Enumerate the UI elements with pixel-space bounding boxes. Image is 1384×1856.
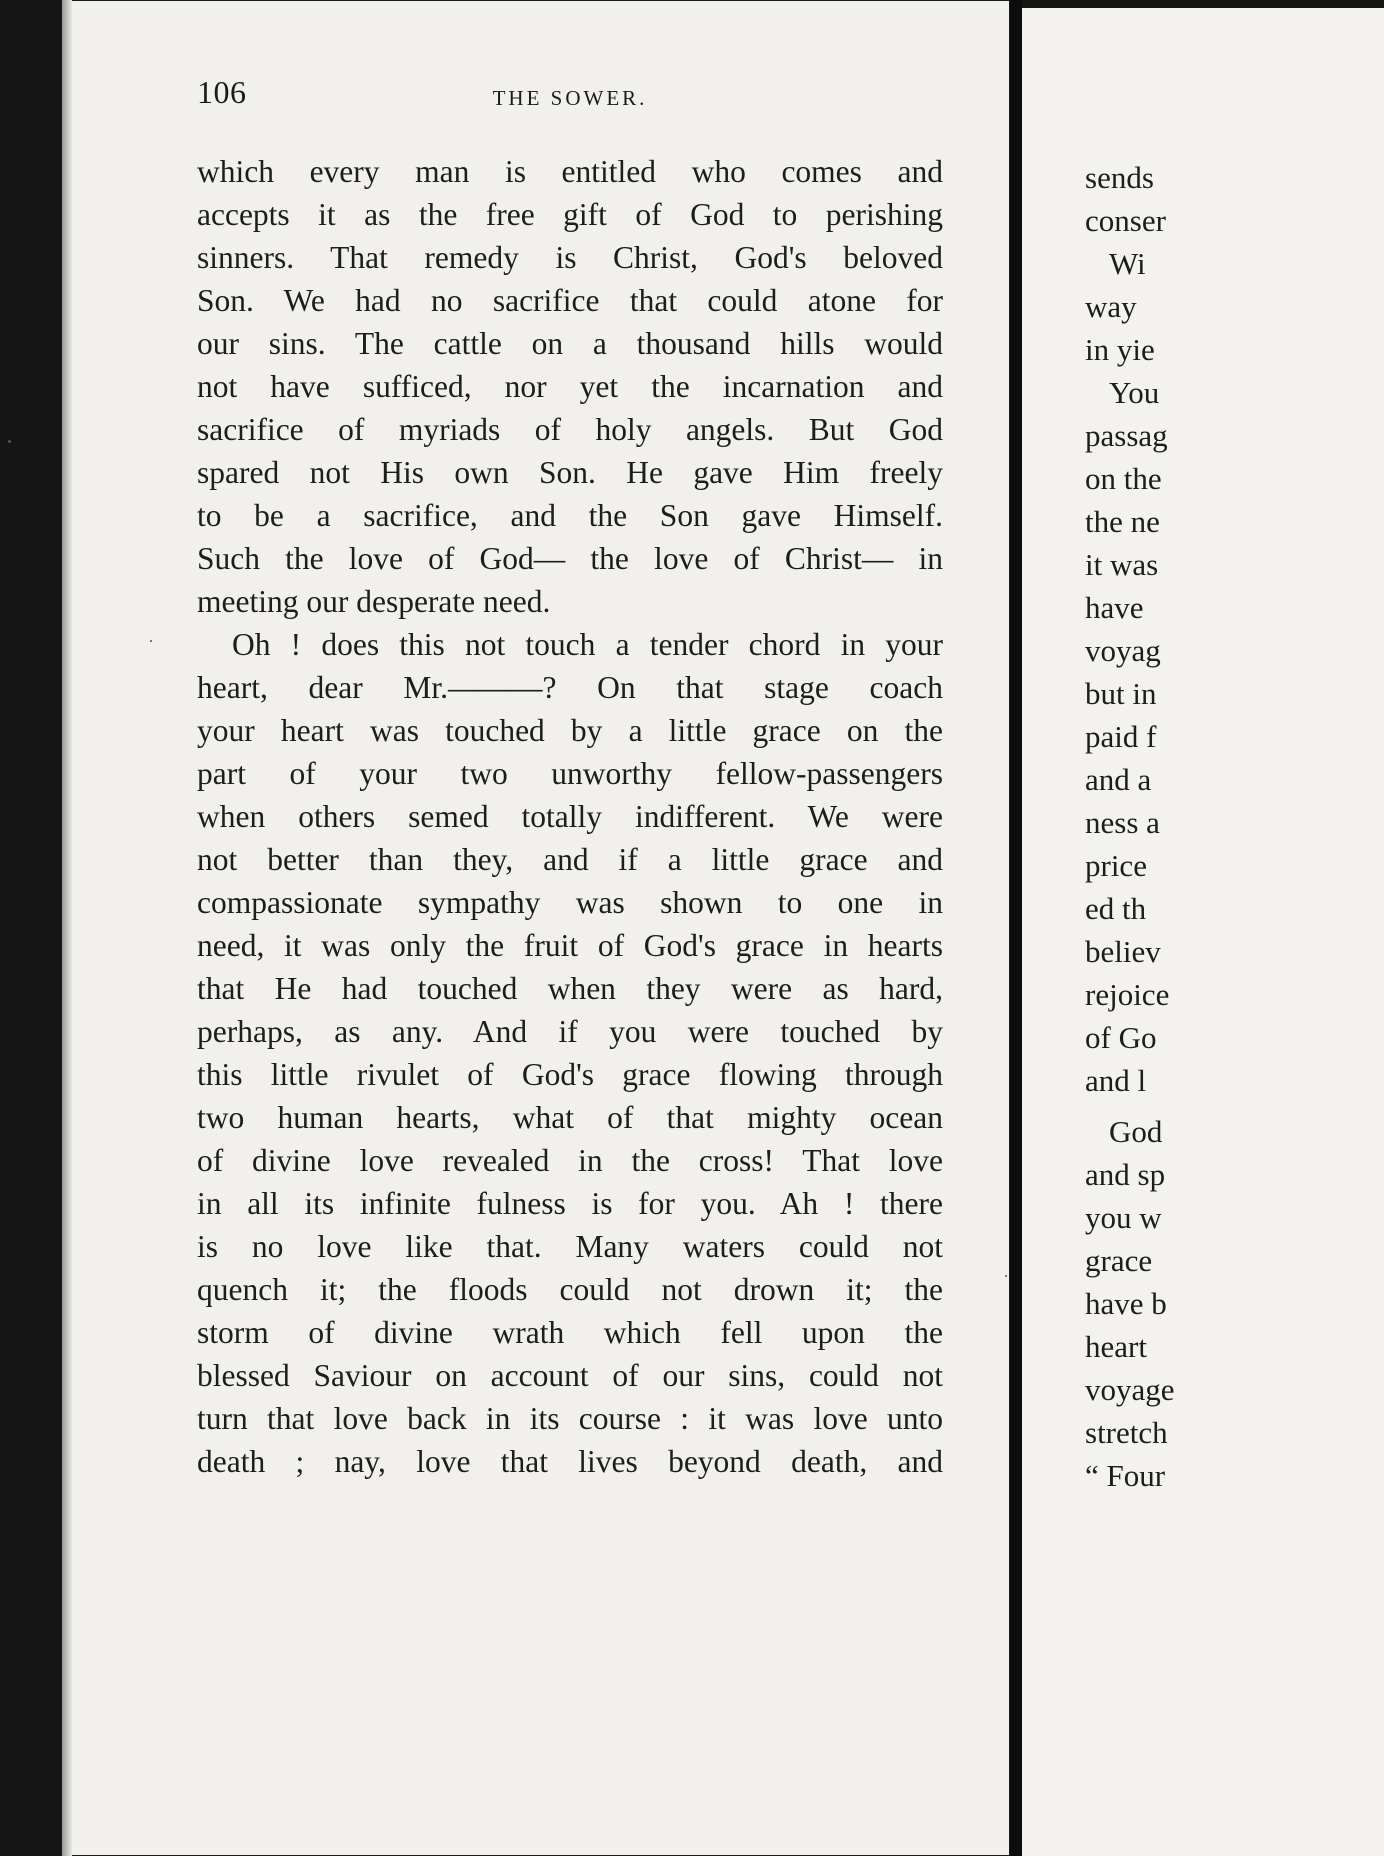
text-line-fragment: of Go <box>1085 1020 1157 1055</box>
text-line: death ; nay, love that lives beyond death, and <box>197 1444 943 1479</box>
book-gutter <box>1010 0 1022 1856</box>
text-line-fragment: grace <box>1085 1243 1153 1278</box>
text-line-fragment: believ <box>1085 934 1161 969</box>
text-line: storm of divine wrath which fell upon the <box>197 1315 943 1350</box>
text-line-fragment: conser <box>1085 203 1166 238</box>
scan-speck <box>1005 1275 1007 1277</box>
text-line-fragment: voyag <box>1085 633 1161 668</box>
text-line-fragment: and l <box>1085 1063 1147 1098</box>
text-line-fragment: voyage <box>1085 1372 1175 1407</box>
text-line-fragment: way <box>1085 289 1137 324</box>
text-line-fragment: ed th <box>1085 891 1147 926</box>
text-line-fragment: “ Four <box>1085 1458 1166 1493</box>
text-line: this little rivulet of God's grace flowing through <box>197 1057 943 1092</box>
text-line-fragment: Wi <box>1109 246 1146 281</box>
text-line: which every man is entitled who comes and <box>197 154 943 189</box>
text-line: in all its infinite fulness is for you. Ah ! there <box>197 1186 943 1221</box>
text-line: to be a sacrifice, and the Son gave Himself. <box>197 498 943 533</box>
text-line: not have sufficed, nor yet the incarnation and <box>197 369 943 404</box>
text-line: spared not His own Son. He gave Him freely <box>197 455 943 490</box>
page-header <box>197 66 943 116</box>
text-line-fragment: it was <box>1085 547 1159 582</box>
page-number: 106 <box>197 74 247 110</box>
text-line-fragment: God <box>1109 1114 1163 1149</box>
text-line: Son. We had no sacrifice that could atone for <box>197 283 943 318</box>
text-line: Oh ! does this not touch a tender chord in your <box>232 627 943 662</box>
text-line-fragment: in yie <box>1085 332 1155 367</box>
text-line-fragment: rejoice <box>1085 977 1170 1012</box>
text-line-fragment: the ne <box>1085 504 1160 539</box>
text-line: Such the love of God— the love of Christ— in <box>197 541 943 576</box>
text-line: is no love like that. Many waters could not <box>197 1229 943 1264</box>
text-line-fragment: but in <box>1085 676 1157 711</box>
scan-speck <box>150 640 152 642</box>
text-line: compassionate sympathy was shown to one in <box>197 885 943 920</box>
text-line: heart, dear Mr.———? On that stage coach <box>197 670 943 705</box>
scan-speck <box>8 440 11 443</box>
text-line: sacrifice of myriads of holy angels. But God <box>197 412 943 447</box>
text-line-fragment: you w <box>1085 1200 1162 1235</box>
text-line: not better than they, and if a little grace and <box>197 842 943 877</box>
text-line: quench it; the floods could not drown it; the <box>197 1272 943 1307</box>
text-line-fragment: and a <box>1085 762 1152 797</box>
text-line-fragment: stretch <box>1085 1415 1168 1450</box>
text-line: that He had touched when they were as hard, <box>197 971 943 1006</box>
text-line: meeting our desperate need. <box>197 584 551 619</box>
text-line: of divine love revealed in the cross! That love <box>197 1143 943 1178</box>
text-line-fragment: heart <box>1085 1329 1147 1364</box>
text-line-fragment: price <box>1085 848 1147 883</box>
text-line-fragment: on the <box>1085 461 1162 496</box>
text-line: part of your two unworthy fellow-passengers <box>197 756 943 791</box>
running-title: THE SOWER. <box>492 86 648 110</box>
text-line: two human hearts, what of that mighty ocean <box>197 1100 943 1135</box>
text-line: perhaps, as any. And if you were touched by <box>197 1014 943 1049</box>
text-line-fragment: ness a <box>1085 805 1160 840</box>
text-line-fragment: have b <box>1085 1286 1167 1321</box>
left-page-edge <box>62 0 72 1856</box>
text-line: accepts it as the free gift of God to perishing <box>197 197 943 232</box>
text-line-fragment: passag <box>1085 418 1168 453</box>
text-line: your heart was touched by a little grace on the <box>197 713 943 748</box>
text-line: when others semed totally indifferent. We were <box>197 799 943 834</box>
text-line: sinners. That remedy is Christ, God's beloved <box>197 240 943 275</box>
text-line-fragment: You <box>1109 375 1160 410</box>
text-line-fragment: and sp <box>1085 1157 1166 1192</box>
text-line: turn that love back in its course : it was love unto <box>197 1401 943 1436</box>
text-line-fragment: sends <box>1085 160 1154 195</box>
text-line: blessed Saviour on account of our sins, could not <box>197 1358 943 1393</box>
text-line: need, it was only the fruit of God's grace in hearts <box>197 928 943 963</box>
text-line: our sins. The cattle on a thousand hills would <box>197 326 943 361</box>
text-line-fragment: paid f <box>1085 719 1157 754</box>
text-line-fragment: have <box>1085 590 1144 625</box>
